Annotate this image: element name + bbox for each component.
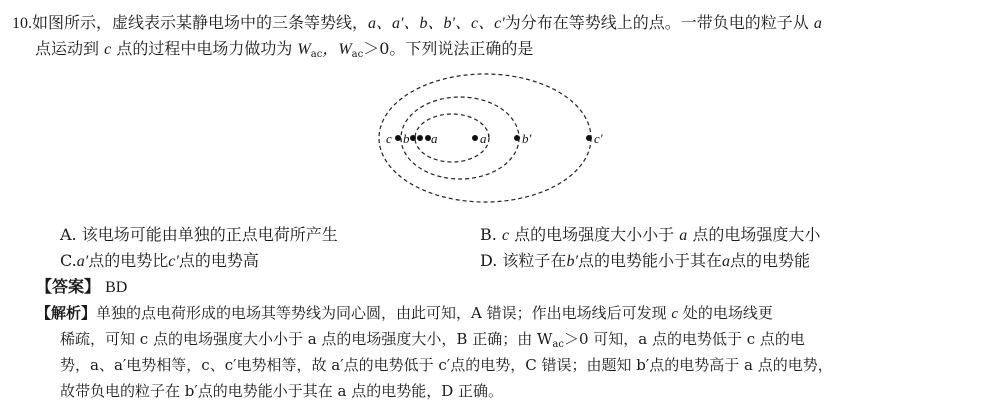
answer-value: BD (105, 279, 128, 296)
analysis-label: 【解析】 (36, 304, 97, 322)
point-c-prime (586, 135, 592, 141)
question-line-2 (35, 38, 533, 66)
equipotential-diagram (370, 68, 630, 224)
option-d-b: b′ (566, 253, 578, 270)
option-d (480, 250, 810, 273)
point-b-prime (514, 135, 520, 141)
option-c-head: C. (60, 251, 77, 270)
option-b-tail: 点的电场强度大小 (692, 225, 821, 244)
option-b-c: c (501, 227, 510, 244)
question-point-a: a (813, 15, 822, 32)
question-text-2-head: 点运动到 (35, 39, 100, 58)
analysis-line-2 (60, 328, 805, 356)
question-text-1: 如图所示，虚线表示某静电场中的三条等势线， (32, 13, 369, 32)
work-cond: ，W (322, 41, 352, 58)
analysis-text-2: 稀疏，可知 c 点的电场强度大小小于 a 点的电场强度大小，B 正确；由 W (60, 330, 553, 348)
work-subscript: ac (310, 49, 323, 60)
analysis-subscript: ac (552, 339, 564, 350)
option-d-mid: 点的电势能小于其在 (577, 251, 722, 270)
analysis-text-1: 单独的点电荷形成的电场其等势线为同心圆，由此可知，A 错误；作出电场线后可发现 (96, 304, 667, 322)
analysis-text-4: 故带负电的粒子在 b′点的电势能小于其在 a 点的电势能，D 正确。 (60, 382, 504, 400)
analysis-text-3: 势，a、a′电势相等，c、c′电势相等，故 a′点的电势低于 c′点的电势，C 错误；由题知 b′点的电势高于 a 点的电势， (60, 356, 833, 374)
label-b: b (403, 131, 410, 146)
option-c (60, 250, 259, 273)
answer-line (36, 276, 127, 299)
option-d-a: a (721, 253, 730, 270)
option-c-c: c′ (168, 253, 179, 270)
option-b-head: B. (480, 225, 497, 244)
option-b-a: a (679, 227, 688, 244)
work-subscript-2: ac (351, 49, 364, 60)
label-a: a (431, 131, 438, 146)
question-line-1 (12, 12, 822, 35)
question-text-2-mid: 点的过程中电场力做功为 (116, 39, 293, 58)
label-b-prime: b′ (522, 131, 532, 146)
point-a-prime (472, 135, 478, 141)
point-a-left (417, 135, 423, 141)
analysis-text-1-tail: 处的电场线更 (682, 304, 773, 322)
option-d-head: D. 该粒子在 (480, 251, 567, 270)
option-a-text: A. 该电场可能由单独的正点电荷所产生 (60, 225, 338, 244)
analysis-line-1 (36, 302, 773, 325)
option-c-a: a′ (76, 253, 89, 270)
option-d-tail: 点的电势能 (729, 251, 810, 270)
analysis-line-4 (60, 380, 503, 402)
analysis-text-2-tail: ＞0 可知，a 点的电势低于 c 点的电 (563, 330, 805, 348)
question-number: 10. (12, 15, 32, 32)
option-a (60, 224, 338, 246)
label-a-prime: a′ (480, 131, 490, 146)
label-c: c (386, 131, 392, 146)
point-c (395, 135, 401, 141)
option-c-mid: 点的电势比 (88, 251, 169, 270)
answer-label: 【答案】 (36, 277, 101, 296)
question-text-2-tail: ＞0。下列说法正确的是 (363, 39, 534, 58)
analysis-line-3 (60, 354, 833, 376)
option-b (480, 224, 820, 247)
question-point-c: c (104, 41, 112, 58)
work-symbol: W (297, 41, 311, 58)
point-b (410, 135, 416, 141)
question-points: a、a′、b、b′、c、c′ (368, 15, 505, 32)
analysis-c: c (671, 306, 679, 322)
question-text-1-tail: 为分布在等势线上的点。一带负电的粒子从 (504, 13, 809, 32)
label-c-prime: c′ (594, 131, 603, 146)
option-b-mid: 点的电场强度大小小于 (514, 225, 675, 244)
option-c-tail: 点的电势高 (178, 251, 259, 270)
